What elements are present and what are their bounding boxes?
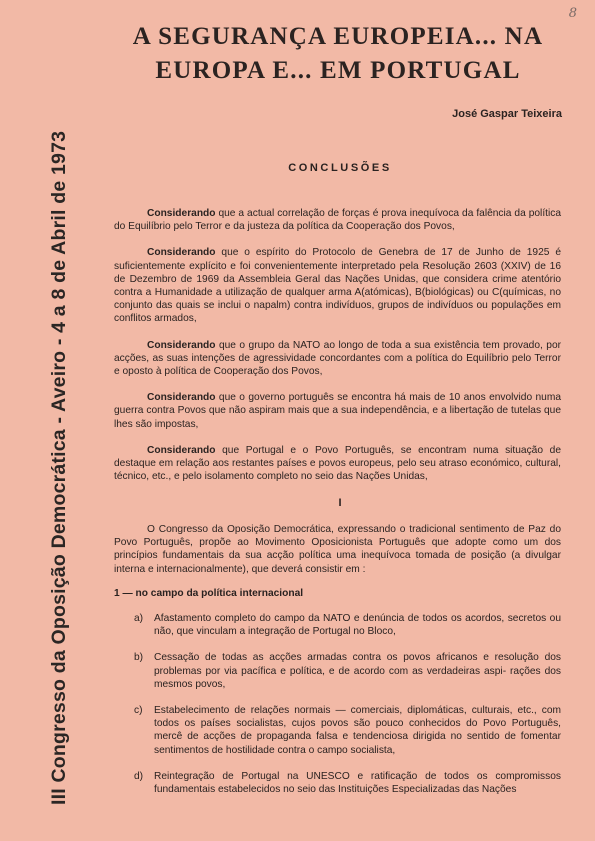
paragraph bbox=[114, 246, 561, 325]
congress-side-banner: III Congresso da Oposição Democrática - Aveiro - 4 a 8 de Abril de 1973 bbox=[48, 130, 70, 805]
list-item bbox=[114, 770, 561, 796]
paragraph-text: que o governo português se encontra há mais de 10 anos envolvido numa guerra contra Povos que não aspiram mais que a sua independência, e a libertação de tutelas que lhes são impostas, bbox=[114, 392, 561, 430]
paragraph-lead: Considerando bbox=[147, 339, 216, 351]
list-item-text: Reintegração de Portugal na UNESCO e ratificação de todos os compromissos fundamentais estabelecidos no seio das Instituições Especializadas das Nações bbox=[154, 770, 561, 796]
list-item-letter: c) bbox=[134, 705, 143, 717]
list-item-text: Cessação de todas as acções armadas contra os povos africanos e resolução dos problemas por via pacífica e política, e de acordo com as verdadeiras aspi- rações dos mesmos povos, bbox=[154, 652, 561, 690]
intro-paragraph bbox=[114, 523, 561, 576]
intro-text: O Congresso da Oposição Democrática, expressando o tradicional sentimento de Paz do Povo Português, propõe ao Movimento Oposicionista Português que adopte como um dos princípios fundamentais da sua acção política uma inequívoca tomada de posição (a divulgar interna e internacionalmente), que deverá consistir em : bbox=[114, 524, 561, 575]
paragraph bbox=[114, 339, 561, 379]
list-item-letter: a) bbox=[134, 613, 144, 624]
paragraph-lead: Considerando bbox=[147, 247, 216, 259]
document-title bbox=[118, 20, 558, 88]
paragraph-lead: Considerando bbox=[147, 392, 216, 404]
list-item bbox=[114, 704, 561, 757]
paragraph bbox=[114, 444, 561, 484]
list-item-text: Estabelecimento de relações normais — comerciais, diplomáticas, culturais, etc., com todos os países socialistas, cujos povos são pouco conhecidos do Povo Português, mercê de acções de propaganda falsa e tendenciosa dirigida no sentido de fomentar sentimentos de hostilidade contra o campo socialista, bbox=[154, 705, 561, 756]
paragraph-lead: Considerando bbox=[147, 444, 216, 456]
list-item-text: Afastamento completo do campo da NATO e denúncia de todos os acordos, secretos ou não, que vinculam a integração de Portugal no Bloco, bbox=[154, 613, 561, 638]
page-number: 8 bbox=[568, 6, 577, 21]
paragraph-text: que o grupo da NATO ao longo de toda a sua existência tem provado, por acções, as suas intenções de agressividade concordantes com a política do Equilíbrio pelo Terror e oposto à política de Cooperação dos Povos, bbox=[114, 339, 561, 378]
list-item-letter: d) bbox=[134, 770, 144, 782]
paragraph-text: que o espírito do Protocolo de Genebra de 17 de Junho de 1925 é suficientemente explícito e foi convenientemente interpretado pela Resolução 2603 (XXIV) de 16 de Dezembro de 1969 da Assembleia Geral das Nações Unidas, que considera crime atentório contra a Humanidade a utilização de qualquer arma A(atómicas), B(biológicas) ou C(químicas, no conjunto das quais se inclui o napalm) contra indivíduos, grupos de indivíduos ou populações em conflitos armados, bbox=[114, 247, 561, 325]
proposal-list bbox=[114, 612, 561, 796]
paragraph-text: que a actual correlação de forças é prova inequívoca da falência da política do Equilíbrio pelo Terror e da justeza da política da Cooperação dos Povos, bbox=[114, 208, 561, 233]
list-item-letter: b) bbox=[134, 652, 144, 664]
paragraph-text: que Portugal e o Povo Português, se encontram numa situação de destaque em relação aos restantes países e povos europeus, pelo seu atraso económico, cultural, técnico, etc., e pelo isolamento completo no seio das Nações Unidas, bbox=[114, 444, 561, 483]
paragraph bbox=[114, 391, 561, 431]
list-item bbox=[114, 651, 561, 691]
roman-numeral-heading: I bbox=[338, 497, 342, 509]
title-line-2: EUROPA E... EM PORTUGAL bbox=[155, 57, 521, 84]
subsection-title: 1 — no campo da política internacional bbox=[114, 588, 304, 599]
author-name: José Gaspar Teixeira bbox=[452, 108, 562, 120]
considerando-paragraphs bbox=[114, 207, 561, 483]
title-line-1: A SEGURANÇA EUROPEIA... NA bbox=[132, 23, 544, 50]
section-heading: CONCLUSÕES bbox=[288, 162, 392, 174]
list-item bbox=[114, 612, 561, 638]
paragraph bbox=[114, 207, 561, 233]
paragraph-lead: Considerando bbox=[147, 208, 216, 219]
